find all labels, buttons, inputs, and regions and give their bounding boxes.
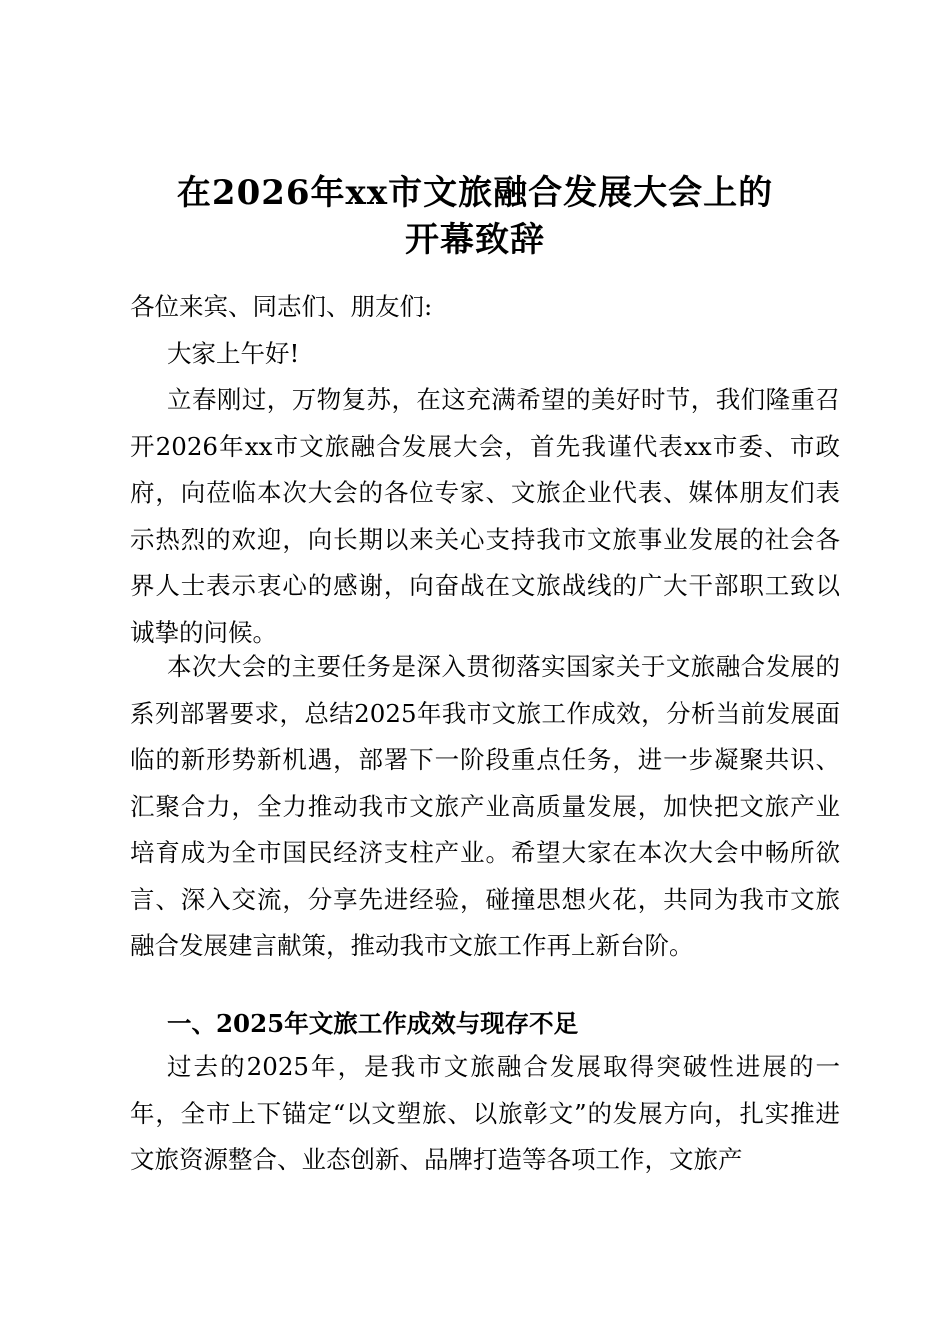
salutation: 各位来宾、同志们、朋友们:: [130, 292, 433, 321]
section-heading: 一、2025年文旅工作成效与现存不足: [167, 1009, 579, 1038]
document-title-line-1: 在2026年xx市文旅融合发展大会上的: [176, 173, 774, 213]
paragraph-tasks: 本次大会的主要任务是深入贯彻落实国家关于文旅融合发展的系列部署要求，总结2025年我市文旅工作成效，分析当前发展面临的新形势新机遇，部署下一阶段重点任务，进一步凝聚共识、汇聚合力，全力推动我市文旅产业高质量发展，加快把文旅产业培育成为全市国民经济支柱产业。希望大家在本次大会中畅所欲言、深入交流，分享先进经验，碰撞思想火花，共同为我市文旅融合发展建言献策，推动我市文旅工作再上新台阶。: [130, 652, 840, 960]
document-title-line-2: 开幕致辞: [405, 220, 545, 260]
section-paragraph: 过去的2025年，是我市文旅融合发展取得突破性进展的一年，全市上下锚定“以文塑旅、以旅彰文”的发展方向，扎实推进文旅资源整合、业态创新、品牌打造等各项工作，文旅产: [130, 1052, 840, 1174]
greeting: 大家上午好!: [167, 339, 300, 368]
paragraph-opening: 立春刚过，万物复苏，在这充满希望的美好时节，我们隆重召开2026年xx市文旅融合发展大会，首先我谨代表xx市委、市政府，向莅临本次大会的各位专家、文旅企业代表、媒体朋友们表示热烈的欢迎，向长期以来关心支持我市文旅事业发展的社会各界人士表示衷心的感谢，向奋战在文旅战线的广大干部职工致以诚挚的问候。: [130, 385, 840, 647]
